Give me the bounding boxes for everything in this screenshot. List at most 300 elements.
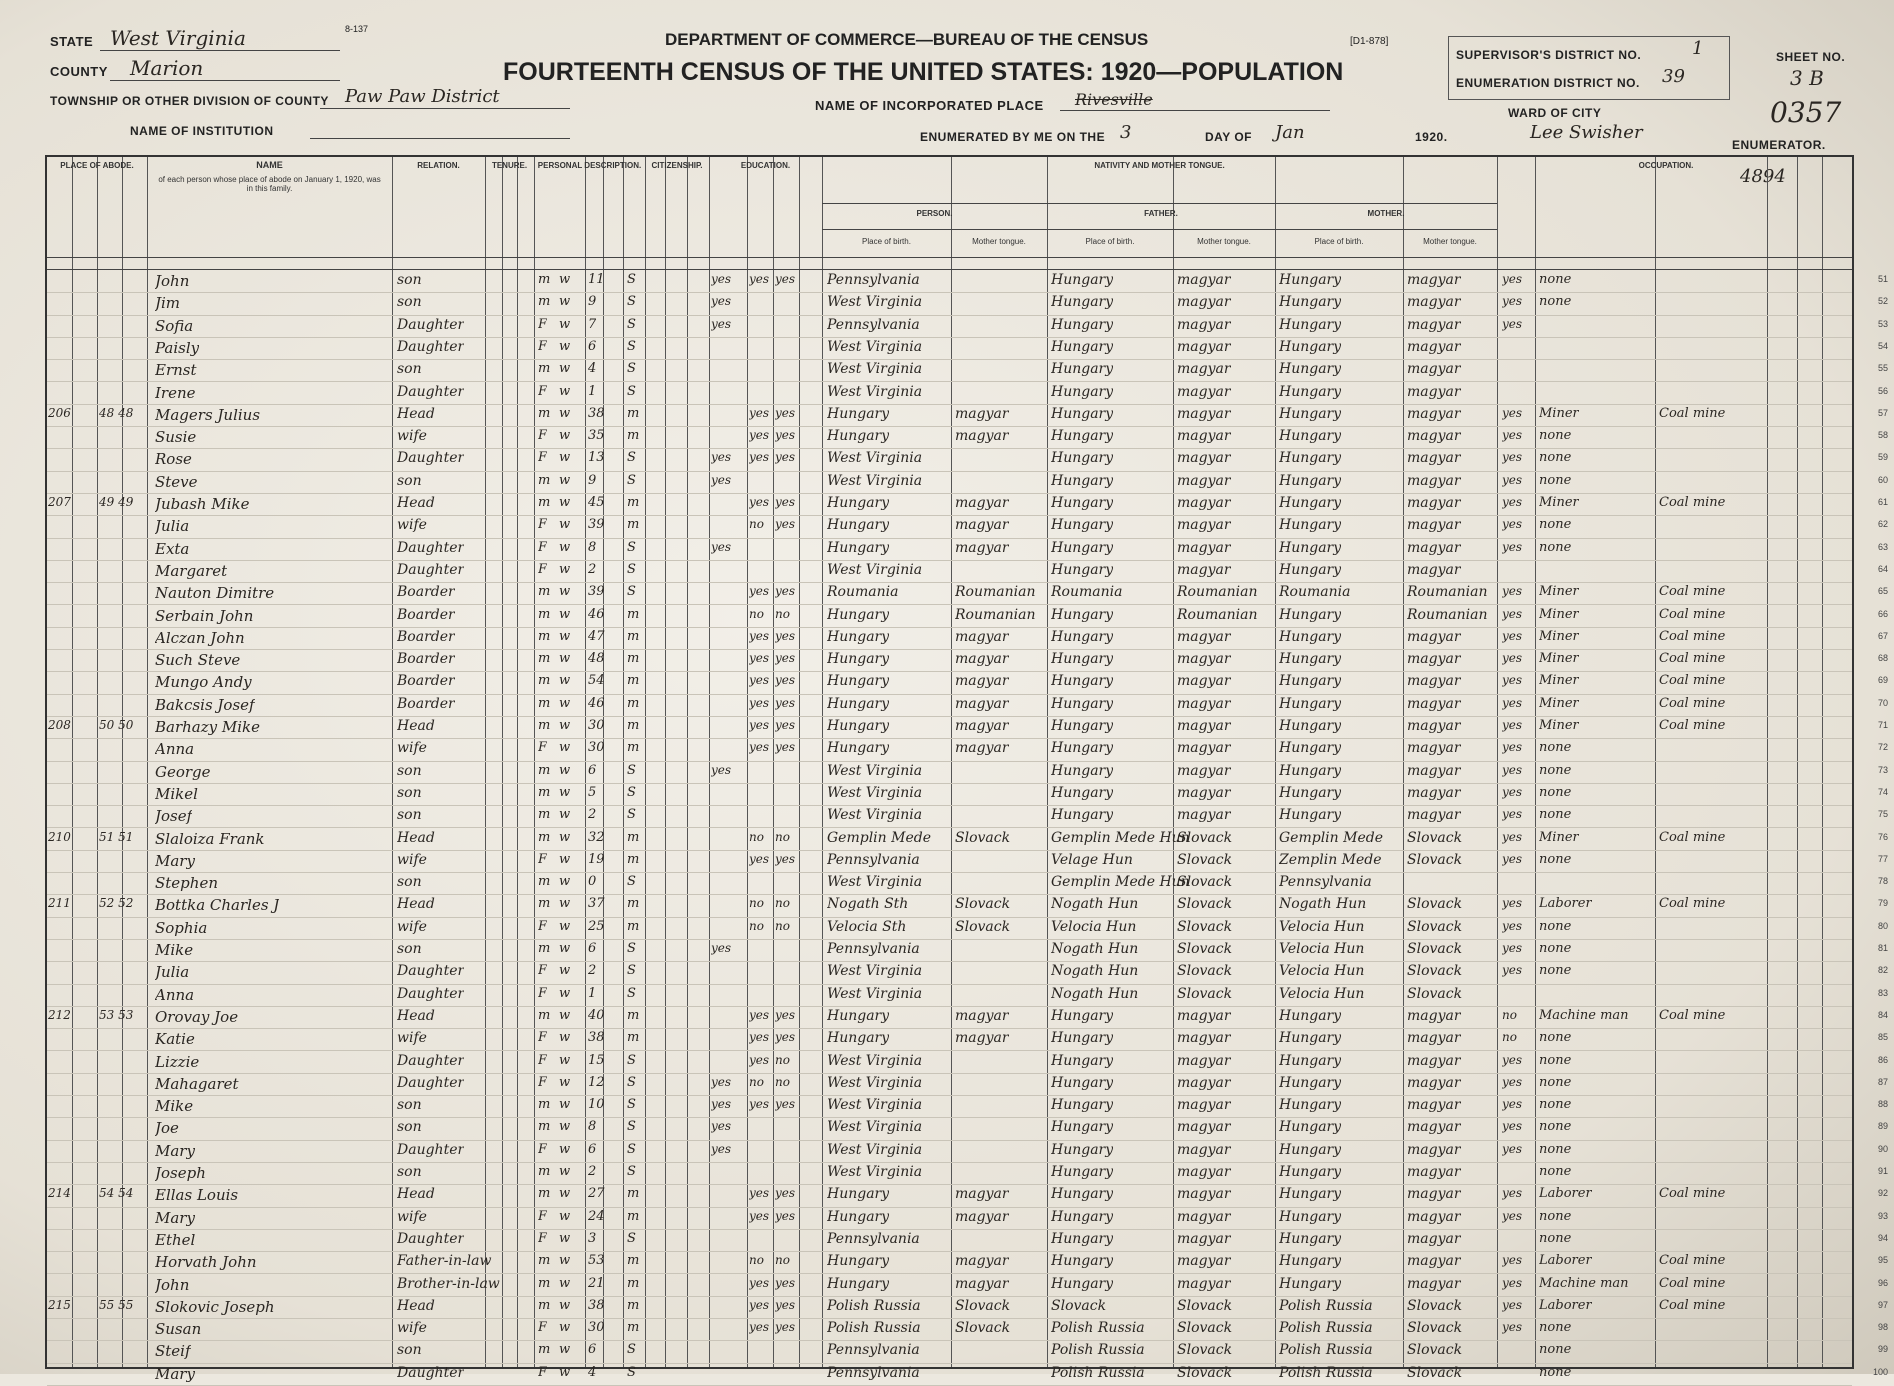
father-mother-tongue: Slovack [1177, 829, 1233, 846]
mother-birthplace: Velocia Hun [1279, 918, 1365, 935]
mother-mother-tongue: magyar [1407, 1007, 1461, 1024]
person-name: Magers Julius [155, 405, 261, 424]
birthplace: Pennsylvania [827, 272, 920, 288]
table-row [47, 649, 1888, 672]
person-name: Steve [155, 472, 198, 491]
speaks-english: yes [1502, 472, 1523, 487]
mother-birthplace: Hungary [1279, 495, 1342, 511]
marital-status: S [627, 963, 636, 979]
father-mother-tongue: magyar [1177, 1074, 1231, 1091]
occupation: none [1539, 1097, 1572, 1113]
sex: F [538, 740, 548, 756]
dwelling-number: 212 [48, 1007, 71, 1022]
mother-tongue: magyar [955, 405, 1009, 422]
age: 1 [588, 985, 597, 1001]
incorporated-label: NAME OF INCORPORATED PLACE [815, 98, 1044, 113]
occupation: none [1539, 784, 1572, 800]
father-mother-tongue: magyar [1177, 1030, 1231, 1047]
relation: Daughter [397, 561, 465, 578]
age: 4 [588, 1364, 597, 1380]
person-name: Joe [155, 1119, 179, 1138]
marital-status: S [627, 450, 636, 466]
birthplace: Polish Russia [827, 1297, 921, 1314]
marital-status: S [627, 762, 636, 778]
person-name: Irene [155, 383, 196, 402]
table-row [47, 315, 1888, 338]
age: 3 [588, 1230, 597, 1246]
relation: Head [397, 829, 435, 846]
table-row [47, 917, 1888, 940]
can-write: yes [775, 851, 796, 866]
father-birthplace: Hungary [1051, 561, 1114, 578]
line-number: 87 [1877, 1076, 1888, 1087]
line-number: 71 [1877, 720, 1888, 730]
age: 10 [588, 1097, 605, 1113]
father-birthplace: Hungary [1051, 1007, 1114, 1024]
birthplace: Roumania [827, 584, 899, 601]
industry: Coal mine [1659, 495, 1726, 510]
father-birthplace: Hungary [1051, 1186, 1114, 1203]
occupation: none [1539, 918, 1572, 934]
mother-tongue: magyar [955, 1186, 1009, 1203]
header-mt-person: Mother tongue. [972, 237, 1026, 246]
birthplace: Hungary [827, 695, 890, 712]
father-birthplace: Nogath Hun [1051, 985, 1139, 1002]
mother-birthplace: Hungary [1279, 361, 1342, 378]
sex: m [538, 294, 551, 310]
birthplace: West Virginia [827, 561, 923, 578]
age: 6 [588, 1342, 597, 1358]
county-label: COUNTY [50, 64, 108, 79]
relation: Boarder [397, 628, 455, 645]
mother-tongue: Slovack [955, 918, 1011, 935]
mother-tongue: magyar [955, 1253, 1009, 1270]
table-row [47, 292, 1888, 315]
marital-status: m [627, 1297, 640, 1313]
mother-birthplace: Hungary [1279, 762, 1342, 779]
table-row [47, 337, 1888, 360]
person-name: Lizzie [155, 1052, 200, 1071]
mother-mother-tongue: magyar [1407, 784, 1461, 801]
mother-mother-tongue: magyar [1407, 1164, 1461, 1180]
line-number: 96 [1877, 1277, 1888, 1288]
marital-status: m [627, 1030, 640, 1046]
line-number: 75 [1877, 809, 1888, 820]
header-person: PERSON. [916, 209, 953, 218]
birthplace: Hungary [827, 1030, 890, 1047]
father-birthplace: Nogath Hun [1051, 963, 1139, 980]
speaks-english: yes [1502, 1074, 1523, 1089]
age: 38 [588, 1297, 605, 1313]
sex: m [538, 941, 551, 956]
father-mother-tongue: magyar [1177, 807, 1231, 824]
line-number: 79 [1877, 898, 1888, 909]
industry: Coal mine [1659, 1253, 1726, 1269]
table-row [47, 1095, 1888, 1118]
line-number: 95 [1877, 1255, 1888, 1266]
industry: Coal mine [1659, 405, 1726, 421]
person-name: Ernst [155, 361, 197, 380]
can-write: yes [775, 628, 796, 643]
attended-school: yes [711, 316, 732, 331]
attended-school: yes [711, 1141, 732, 1156]
birthplace: Hungary [827, 495, 890, 511]
occupation: Miner [1539, 405, 1579, 421]
race: w [559, 361, 571, 377]
marital-status: S [627, 561, 636, 577]
header-tenure: TENURE. [491, 161, 528, 170]
mother-mother-tongue: Roumanian [1407, 584, 1488, 601]
birthplace: Hungary [827, 1253, 890, 1270]
sex: m [538, 762, 551, 778]
line-number: 84 [1877, 1009, 1888, 1020]
race: w [559, 272, 571, 287]
marital-status: m [627, 1320, 640, 1336]
line-number: 78 [1877, 876, 1888, 887]
sex: m [538, 784, 551, 800]
person-name: Exta [155, 539, 190, 558]
institution-label: NAME OF INSTITUTION [130, 124, 274, 138]
dwelling-number: 211 [48, 896, 71, 911]
marital-status: m [627, 718, 640, 733]
mother-tongue: magyar [955, 628, 1009, 645]
mother-birthplace: Hungary [1279, 628, 1342, 645]
birthplace: West Virginia [827, 784, 923, 801]
relation: wife [397, 918, 427, 935]
can-write: yes [775, 1030, 796, 1045]
race: w [559, 472, 571, 488]
relation: Boarder [397, 651, 455, 668]
person-name: Mungo Andy [155, 673, 252, 692]
header-pob-person: Place of birth. [862, 237, 911, 246]
line-number: 61 [1877, 497, 1888, 507]
relation: Daughter [397, 1364, 465, 1381]
relation: Head [397, 1007, 435, 1024]
line-number: 94 [1877, 1232, 1888, 1243]
father-birthplace: Gemplin Mede Hun [1051, 874, 1190, 891]
mother-mother-tongue: Slovack [1407, 829, 1463, 846]
father-birthplace: Hungary [1051, 405, 1114, 422]
age: 11 [588, 272, 605, 287]
person-name: Julia [155, 963, 190, 982]
line-number: 74 [1877, 786, 1888, 797]
sex: F [538, 985, 548, 1001]
race: w [559, 1186, 571, 1202]
birthplace: Hungary [827, 405, 890, 422]
industry: Coal mine [1659, 1275, 1726, 1291]
relation: wife [397, 1030, 427, 1047]
line-number: 91 [1877, 1166, 1888, 1176]
father-birthplace: Hungary [1051, 450, 1114, 467]
relation: Boarder [397, 584, 455, 601]
enumerator-label: ENUMERATOR. [1732, 138, 1826, 152]
sex: m [538, 628, 551, 644]
table-row [47, 515, 1888, 538]
person-name: Paisly [155, 338, 200, 357]
mother-mother-tongue: Slovack [1407, 851, 1463, 868]
father-mother-tongue: magyar [1177, 1097, 1231, 1114]
mother-mother-tongue: magyar [1407, 272, 1461, 288]
mother-tongue: magyar [955, 718, 1009, 734]
person-name: Mike [155, 941, 194, 959]
occupation: Miner [1539, 695, 1579, 711]
table-row [47, 1207, 1888, 1230]
sheet-value: 3 B [1790, 66, 1824, 90]
father-birthplace: Polish Russia [1051, 1364, 1145, 1381]
header-pob-father: Place of birth. [1085, 237, 1135, 246]
mother-mother-tongue: magyar [1407, 1186, 1461, 1203]
can-write: yes [775, 450, 796, 465]
line-number: 89 [1877, 1121, 1888, 1132]
person-name: Anna [155, 740, 195, 759]
person-name: Alczan John [155, 628, 245, 647]
father-mother-tongue: magyar [1177, 1141, 1231, 1158]
marital-status: m [627, 628, 640, 644]
mother-mother-tongue: Slovack [1407, 1342, 1463, 1359]
line-number: 68 [1877, 653, 1888, 664]
table-row [47, 605, 1888, 628]
can-read: yes [749, 695, 770, 710]
year-label: 1920. [1415, 130, 1448, 144]
mother-mother-tongue: magyar [1407, 561, 1461, 578]
attended-school: yes [711, 1119, 732, 1134]
mother-tongue: magyar [955, 539, 1009, 556]
sex: m [538, 272, 551, 287]
speaks-english: yes [1502, 1253, 1523, 1268]
mother-tongue: magyar [955, 1007, 1009, 1024]
sex: m [538, 1342, 551, 1358]
table-row [47, 1296, 1888, 1319]
header-citizenship: CITIZENSHIP. [651, 161, 703, 170]
mother-mother-tongue: magyar [1407, 762, 1461, 779]
age: 19 [588, 851, 605, 867]
mother-mother-tongue: magyar [1407, 1141, 1461, 1158]
relation: Head [397, 495, 435, 511]
race: w [559, 1164, 571, 1179]
relation: Daughter [397, 963, 465, 980]
race: w [559, 784, 571, 800]
relation: Boarder [397, 606, 455, 623]
line-number: 72 [1877, 742, 1888, 753]
mother-birthplace: Hungary [1279, 695, 1342, 712]
occupation: none [1539, 1119, 1572, 1135]
marital-status: S [627, 316, 636, 332]
table-row [47, 404, 1888, 427]
sex: m [538, 695, 551, 711]
father-birthplace: Hungary [1051, 1230, 1114, 1247]
mother-mother-tongue: magyar [1407, 1275, 1461, 1292]
race: w [559, 1297, 571, 1313]
table-row [47, 1051, 1888, 1074]
mother-tongue: magyar [955, 673, 1009, 690]
table-row [47, 1162, 1888, 1185]
mother-birthplace: Polish Russia [1279, 1297, 1373, 1314]
race: w [559, 896, 571, 912]
dwelling-number: 206 [48, 405, 71, 420]
township-label: TOWNSHIP OR OTHER DIVISION OF COUNTY [50, 94, 329, 108]
age: 30 [588, 1320, 605, 1336]
mother-birthplace: Hungary [1279, 1164, 1342, 1180]
speaks-english: yes [1502, 918, 1523, 933]
relation: Head [397, 718, 435, 734]
sex: F [538, 561, 548, 577]
age: 8 [588, 1119, 597, 1135]
relation: wife [397, 740, 427, 757]
speaks-english: yes [1502, 316, 1523, 331]
table-row [47, 1184, 1888, 1207]
speaks-english: yes [1502, 517, 1523, 532]
age: 46 [588, 606, 605, 622]
occupation: Laborer [1539, 1186, 1592, 1202]
relation: wife [397, 1320, 427, 1337]
speaks-english: yes [1502, 294, 1523, 309]
mother-mother-tongue: magyar [1407, 1030, 1461, 1047]
mother-birthplace: Hungary [1279, 1052, 1342, 1069]
mother-birthplace: Hungary [1279, 316, 1342, 333]
father-birthplace: Hungary [1051, 1097, 1114, 1114]
line-number: 70 [1877, 697, 1888, 708]
occupation: Machine man [1539, 1275, 1629, 1291]
relation: wife [397, 1208, 427, 1225]
race: w [559, 1364, 571, 1380]
person-name: Mary [155, 1364, 195, 1383]
can-write: yes [775, 1186, 796, 1201]
person-name: Mary [155, 1141, 195, 1160]
birthplace: West Virginia [827, 361, 923, 378]
day-value: 3 [1120, 122, 1132, 143]
mother-tongue: magyar [955, 695, 1009, 712]
relation: Daughter [397, 1141, 465, 1158]
relation: Daughter [397, 539, 465, 556]
mother-tongue: Slovack [955, 1297, 1011, 1314]
birthplace: West Virginia [827, 807, 923, 824]
mother-birthplace: Velocia Hun [1279, 963, 1365, 980]
marital-status: m [627, 829, 640, 845]
birthplace: West Virginia [827, 1164, 923, 1180]
mother-tongue: magyar [955, 1275, 1009, 1292]
occupation: none [1539, 1320, 1572, 1336]
can-write: yes [775, 428, 796, 443]
age: 2 [588, 1164, 597, 1179]
marital-status: S [627, 1230, 636, 1246]
father-mother-tongue: Slovack [1177, 941, 1233, 957]
table-row [47, 1073, 1888, 1096]
mother-birthplace: Hungary [1279, 807, 1342, 824]
father-birthplace: Hungary [1051, 762, 1114, 779]
age: 6 [588, 1141, 597, 1157]
person-name: Horvath John [155, 1253, 257, 1272]
age: 12 [588, 1074, 605, 1090]
industry: Coal mine [1659, 628, 1726, 644]
birthplace: Pennsylvania [827, 1230, 920, 1247]
relation: son [397, 762, 422, 779]
speaks-english: yes [1502, 784, 1523, 799]
marital-status: S [627, 472, 636, 488]
father-birthplace: Hungary [1051, 517, 1114, 534]
birthplace: Pennsylvania [827, 1364, 920, 1381]
sex: F [538, 1030, 548, 1046]
person-name: Bakcsis Josef [155, 695, 255, 714]
relation: Daughter [397, 316, 465, 333]
table-row [47, 1318, 1888, 1341]
marital-status: m [627, 405, 640, 421]
marital-status: S [627, 272, 636, 287]
race: w [559, 1007, 571, 1023]
can-read: no [749, 1074, 764, 1089]
can-read: yes [749, 718, 770, 732]
father-mother-tongue: Slovack [1177, 874, 1233, 891]
speaks-english: yes [1502, 762, 1523, 777]
line-number: 53 [1877, 318, 1888, 329]
mother-tongue: magyar [955, 651, 1009, 668]
mother-mother-tongue: magyar [1407, 1253, 1461, 1270]
sex: F [538, 1230, 548, 1246]
sex: m [538, 829, 551, 845]
table-row [47, 1140, 1888, 1163]
birthplace: West Virginia [827, 1097, 923, 1114]
occupation: none [1539, 1074, 1572, 1090]
header-relation: RELATION. [417, 161, 460, 170]
mother-birthplace: Polish Russia [1279, 1342, 1373, 1359]
marital-status: S [627, 941, 636, 956]
mother-mother-tongue: Slovack [1407, 1364, 1463, 1381]
race: w [559, 1253, 571, 1269]
person-name: Rose [155, 450, 192, 469]
father-mother-tongue: magyar [1177, 561, 1231, 578]
mother-birthplace: Polish Russia [1279, 1320, 1373, 1337]
page-title: FOURTEENTH CENSUS OF THE UNITED STATES: 1920—POPULATION [503, 58, 1344, 86]
industry: Coal mine [1659, 695, 1726, 711]
relation: son [397, 361, 422, 378]
relation: Boarder [397, 695, 455, 712]
can-read: no [749, 517, 764, 532]
marital-status: m [627, 1186, 640, 1202]
can-read: yes [749, 1275, 770, 1290]
race: w [559, 740, 571, 756]
mother-birthplace: Hungary [1279, 1208, 1342, 1225]
can-read: yes [749, 673, 770, 688]
person-name: Steif [155, 1342, 191, 1361]
occupation: none [1539, 1141, 1572, 1157]
occupation: Miner [1539, 829, 1579, 845]
can-read: no [749, 606, 764, 621]
birthplace: West Virginia [827, 383, 923, 400]
father-birthplace: Gemplin Mede Hun [1051, 829, 1190, 846]
birthplace: West Virginia [827, 874, 923, 891]
mother-mother-tongue: magyar [1407, 1074, 1461, 1091]
age: 45 [588, 495, 605, 510]
marital-status: S [627, 1097, 636, 1113]
occupation: none [1539, 1342, 1572, 1358]
speaks-english: yes [1502, 896, 1523, 911]
age: 15 [588, 1052, 605, 1068]
race: w [559, 963, 571, 979]
speaks-english: yes [1502, 628, 1523, 643]
race: w [559, 405, 571, 421]
line-number: 90 [1877, 1143, 1888, 1154]
table-row [47, 671, 1888, 694]
mother-mother-tongue: magyar [1407, 450, 1461, 467]
speaks-english: yes [1502, 673, 1523, 688]
birthplace: West Virginia [827, 338, 923, 355]
line-number: 55 [1877, 363, 1888, 374]
industry: Coal mine [1659, 1297, 1726, 1313]
birthplace: Hungary [827, 628, 890, 645]
relation: Daughter [397, 985, 465, 1002]
birthplace: Hungary [827, 740, 890, 757]
can-write: yes [775, 718, 796, 732]
birthplace: West Virginia [827, 472, 923, 489]
